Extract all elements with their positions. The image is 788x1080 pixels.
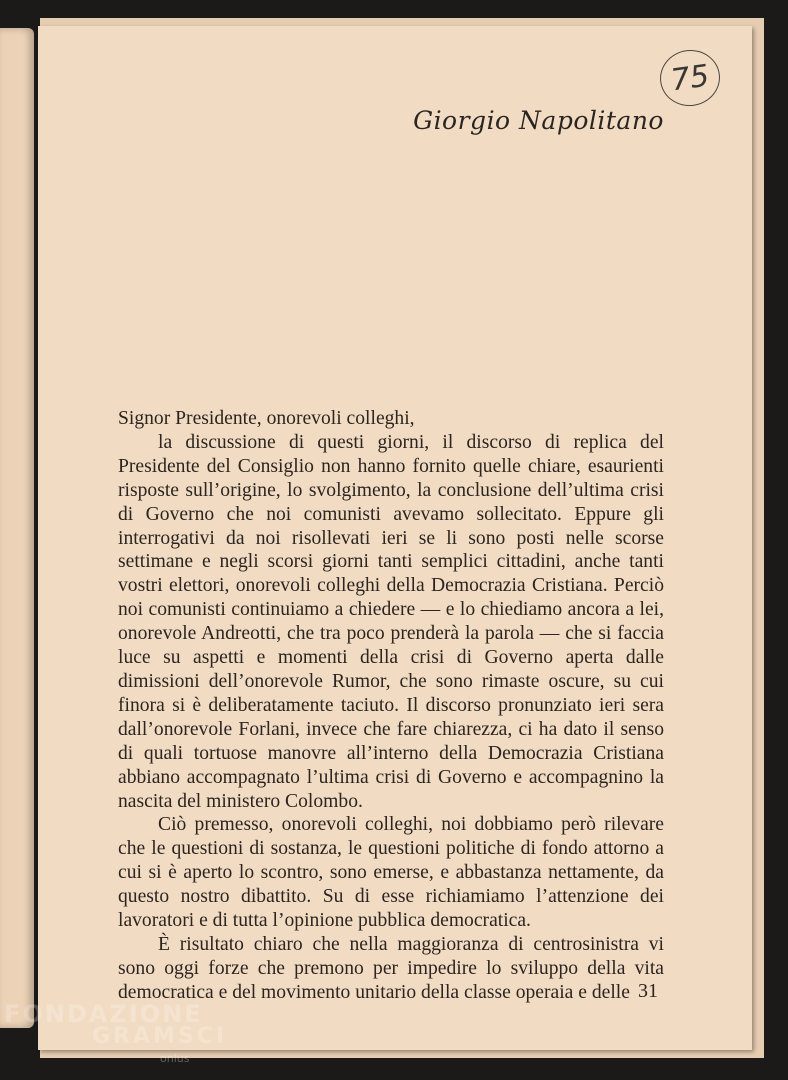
salutation: Signor Presidente, onorevoli colleghi, xyxy=(118,408,415,429)
paragraph-2: Ciò premesso, onorevoli colleghi, noi dobbiamo però rilevare che le questioni di sostanza, le questioni politiche di fondo attorno a cui si è aperto lo scontro, sono emerse, e abbastanza nettamente, da questo nostro dibattito. Su di esse richiamiamo l’attenzione dei lavoratori e di tutta l’opinione pubblica democratica. xyxy=(118,814,664,932)
paragraph-1: la discussione di questi giorni, il discorso di replica del Presidente del Consiglio non hanno fornito quelle chiare, esaurienti risposte sull’origine, lo svolgimento, la conclusione dell’ultima crisi di Governo che noi comunisti avevamo sollecitato. Eppure gli interrogativi da noi risollevati ieri se li sono posti nelle scorse settimane e negli scorsi giorni tanti semplici cittadini, anche tanti vostri elettori, onorevoli colleghi della Democrazia Cristiana. Perciò noi comunisti continuiamo a chiedere — e lo chiediamo ancora a lei, onorevole Andreotti, che tra poco prenderà la parola — che si faccia luce su aspetti e momenti della crisi di Governo aperta dalle dimissioni dell’onorevole Rumor, che sono rimaste oscure, su cui finora si è deliberatamente taciuto. Il discorso pronunziato ieri sera dall’onorevole Forlani, invece che fare chiarezza, ci ha dato il senso di quali tortuose manovre all’interno della Democrazia Cristiana abbiano accompagnato l’ultima crisi di Governo e accompagnino la nascita del ministero Colombo. xyxy=(118,431,664,812)
watermark-foundation: FONDAZIONE xyxy=(4,1000,203,1028)
speech-text xyxy=(118,407,664,1005)
watermark-onlus: onlus xyxy=(160,1052,190,1065)
document-page xyxy=(38,26,752,1050)
paragraph-3: È risultato chiaro che nella maggioranza di centrosinistra vi sono oggi forze che premono per impedire lo sviluppo della vita democratica e del movimento unitario della classe operaia e delle xyxy=(118,933,664,1003)
archive-number-stamp xyxy=(656,46,723,110)
page-number: 31 xyxy=(638,980,658,1002)
facing-page-edge xyxy=(0,28,34,1028)
archive-number: 75 xyxy=(668,58,712,98)
watermark-gramsci: GRAMSCI xyxy=(92,1024,228,1049)
author-heading: Giorgio Napolitano xyxy=(413,106,664,135)
